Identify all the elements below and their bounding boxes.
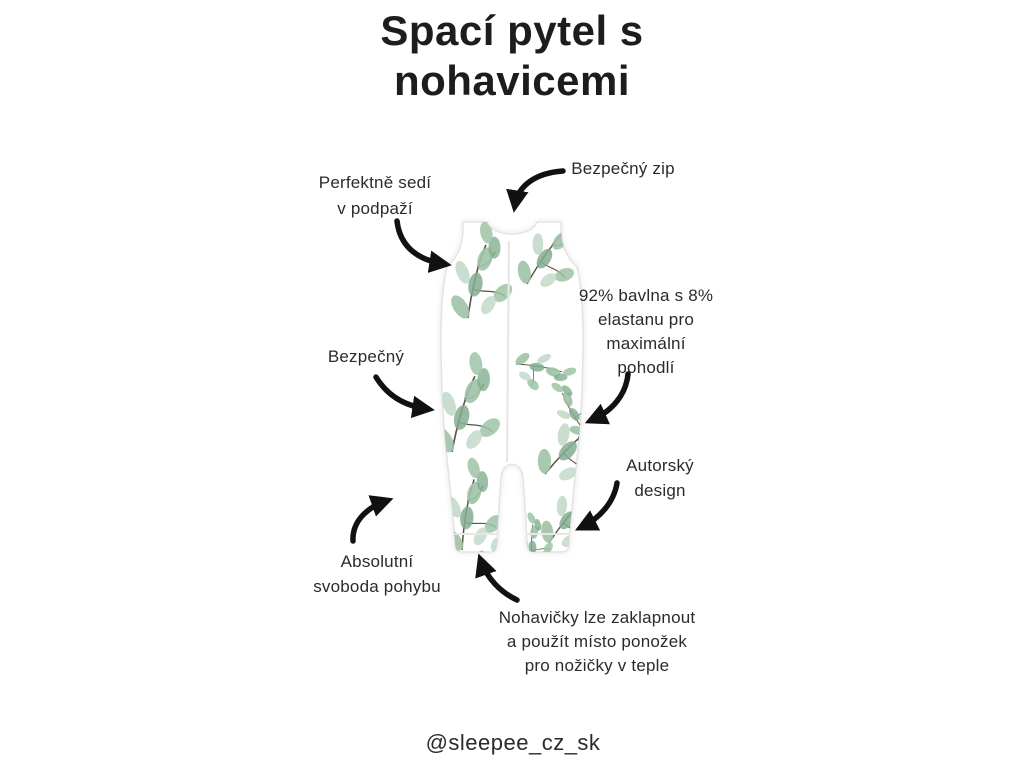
label-author-design-line-2: design — [634, 481, 686, 500]
arrow-freedom — [353, 501, 386, 541]
label-perfect-fit — [319, 170, 431, 222]
label-freedom-of-movement — [313, 549, 441, 599]
label-foot-flaps-line-2: a použít místo ponožek — [506, 632, 688, 651]
instagram-handle: @sleepee_cz_sk — [425, 730, 601, 755]
page-title-line-2: nohavicemi — [393, 57, 631, 104]
page-title-line-1: Spací pytel s — [380, 7, 644, 54]
arrow-perfect-fit — [397, 221, 444, 264]
label-foot-flaps-line-3: pro nožičky v teple — [524, 656, 670, 675]
label-fabric-line-4: pohodlí — [617, 358, 675, 377]
label-fabric-line-2: elastanu pro — [598, 310, 694, 329]
label-freedom-line-1: Absolutní — [340, 552, 414, 571]
arrow-feet — [481, 561, 517, 600]
label-author-design — [626, 453, 694, 503]
arrow-zip — [515, 171, 563, 205]
arrow-design — [582, 483, 617, 527]
label-foot-flaps-line-1: Nohavičky lze zaklapnout — [498, 608, 696, 627]
label-safe-zip — [571, 157, 675, 181]
arrow-safe — [376, 377, 427, 409]
label-fabric-line-1: 92% bavlna s 8% — [578, 286, 714, 305]
label-author-design-line-1: Autorský — [626, 456, 694, 475]
label-fabric-line-3: maximální — [606, 334, 686, 353]
label-fabric-composition — [579, 284, 713, 380]
label-perfect-fit-line-2: v podpaží — [337, 199, 413, 218]
label-perfect-fit-line-1: Perfektně sedí — [318, 173, 432, 192]
label-foot-flaps — [499, 606, 696, 678]
label-safe-zip-line-1: Bezpečný zip — [571, 159, 675, 178]
label-safe — [328, 345, 404, 369]
label-safe-line-1: Bezpečný — [327, 347, 405, 366]
arrow-fabric — [592, 374, 628, 420]
label-freedom-line-2: svoboda pohybu — [313, 577, 441, 596]
sleeping-bag-garment — [425, 199, 626, 582]
